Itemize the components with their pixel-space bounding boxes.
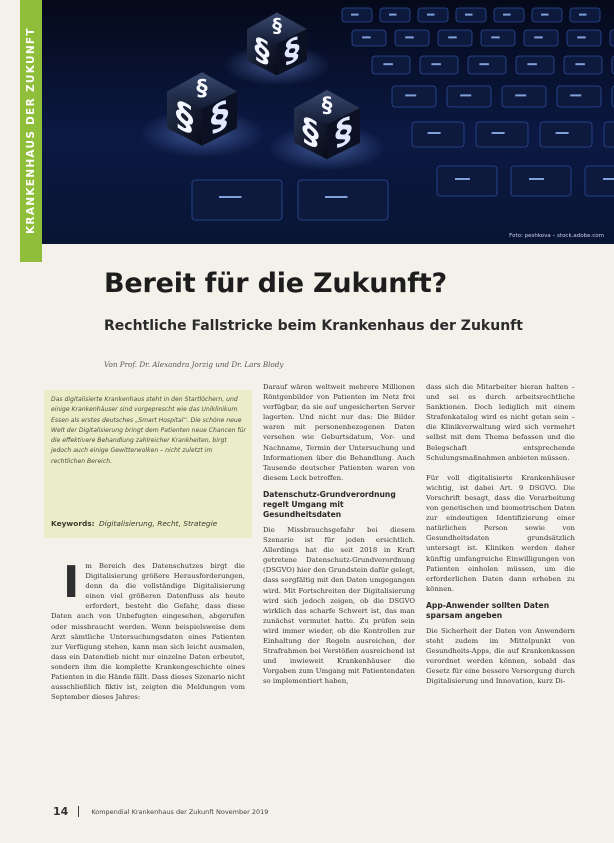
section-symbol: § [321, 92, 333, 118]
keyboard-key [437, 166, 497, 196]
key-glyph [515, 94, 526, 96]
paragraph-dice [139, 72, 265, 158]
keyboard-key [610, 30, 614, 46]
dice-group [139, 13, 386, 171]
key-glyph [577, 36, 586, 38]
paragraph-dice [223, 13, 331, 87]
keyboard-key [502, 86, 546, 107]
keywords [51, 519, 247, 528]
key-glyph [527, 63, 537, 65]
column-3-paragraph-1: dass sich die Mitarbeiter hieran halten – und sei es durch arbeitsrechtliche Sanktionen. Doch lediglich mit einem Strafenkatalog wird es nicht getan sein – die Klinikverwaltung wird sich vermehrt selbst mit dem Thema befassen und die Belegschaft entsprechende Schulungsmaßnahmen anbieten müssen. [426, 383, 575, 462]
image-credit: Foto: peshkova – stock.adobe.com [509, 233, 604, 239]
keyboard-key [540, 122, 592, 147]
column-1-text: m Bereich des Datenschutzes birgt die Digitalisierung größere Herausforderungen, denn da die vollständige Digitalisierung einen viel größeren Datenfluss als heute erfordert, besteht die Gefahr, dass diese Daten auch von Unbefugten eingesehen, abgerufen oder missbraucht werden. Wenn beispielsweise dem Arzt sämtliche Untersuchungsdaten eines Patienten zur Verfügung stehen, kann man sich leicht ausmalen, dass ein Datendieb nicht nur einzelne Daten erbeutet, sondern ihm die komplette Krankengeschichte eines Patienten in die Hände fällt. Dass dieses Szenario nicht ausschließlich fiktiv ist, zeigten die Meldungen vom September dieses Jahres: [51, 562, 246, 702]
key-glyph [427, 14, 435, 16]
keyboard-key [392, 86, 436, 107]
keyboard-dice-illustration [42, 0, 614, 244]
keyboard-key [192, 180, 282, 220]
key-glyph [492, 132, 505, 134]
article-title: Bereit für die Zukunft? [104, 268, 447, 299]
section-symbol: § [196, 75, 208, 102]
key-glyph [460, 94, 471, 96]
key-glyph [448, 36, 457, 38]
key-glyph [491, 36, 500, 38]
section-label: KRANKENHAUS DER ZUKUNFT [25, 27, 37, 235]
key-glyph [575, 63, 585, 65]
key-glyph [428, 132, 441, 134]
key-glyph [479, 63, 489, 65]
key-glyph [405, 94, 416, 96]
column-3 [426, 382, 575, 686]
key-glyph [579, 14, 587, 16]
section-symbol: § [302, 109, 319, 156]
abstract-text: Das digitalisierte Krankenhaus steht in den Startlöchern, und einige Krankenhäuser sind vorgeprescht wie das Uniklinikum Essen als erstes deutsches „Smart Hospital“. Die schöne neue Welt der Digitalisierung bringt dem Patienten neue Chancen für die effektivere Behandlung zahlreicher Krankheiten, birgt jedoch auch einige Gewitterwolken – nicht zuletzt im rechtlichen Bereich. [51, 396, 246, 465]
keyboard-key [447, 86, 491, 107]
keyboard-key [511, 166, 571, 196]
key-glyph [431, 63, 441, 65]
column-2-paragraph-1: Darauf wären weltweit mehrere Millionen Röntgenbilder von Patienten im Netz frei verfügbar, da sie auf ungesicherten Server lagerten. Und nicht nur das: Die Bilder waren mit personenbezogenen Daten versehen wie Geburtsdatum, Vor- und Nachname, Termin der Untersuchung und Informationen über die Behandlung. Auch Tausende deutscher Patienten waren von diesem Leck betroffen. [263, 383, 415, 482]
key-glyph [570, 94, 581, 96]
key-glyph [603, 178, 614, 180]
key-glyph [389, 14, 397, 16]
footer-divider [78, 806, 79, 817]
hero-image [42, 0, 614, 244]
section-symbol: § [210, 91, 229, 141]
keyboard-key [557, 86, 601, 107]
page-number: 14 [53, 805, 69, 818]
keyboard-key [298, 180, 388, 220]
key-glyph [465, 14, 473, 16]
column-1 [51, 557, 246, 702]
page-footer [53, 805, 268, 818]
section-heading-apps: App-Anwender sollten Daten sparsam angeben [426, 600, 550, 620]
keywords-label: Keywords: [51, 519, 95, 528]
section-symbol: § [254, 30, 270, 72]
key-glyph [219, 196, 242, 198]
article-subtitle: Rechtliche Fallstricke beim Krankenhaus der Zukunft [104, 318, 523, 334]
keyboard-key [585, 166, 614, 196]
column-3-paragraph-3: Die Sicherheit der Daten von Anwendern steht zudem im Mittelpunkt von Gesundheits-Apps, die auf Krankenkassen verordnet werden können, sobald das Gesetz für eine bessere Versorgung durch Digitalisierung und Innovation, kurz Di- [426, 626, 575, 686]
paragraph-dice [268, 90, 387, 171]
section-symbol: § [284, 30, 300, 72]
byline: Von Prof. Dr. Alexandra Jorzig und Dr. Lars Blody [104, 360, 284, 369]
column-2-paragraph-2: Die Missbrauchsgefahr bei diesem Szenario ist für jeden ersichtlich. Allerdings hat die seit 2018 in Kraft getretene Datenschutz-Grundverordnung (DSGVO) hier den Grundstein dafür gelegt, dass sorgfältig mit den Daten umgegangen wird. Mit Fortschreiten der Digitalisierung wird sich jedoch zeigen, ob die DSGVO wirklich das scharfe Schwert ist, das man zunächst vermutet hatte. Zu prüfen sein wird immer wieder, ob die Kontrollen zur Einhaltung der Regeln ausreichen, der Strafrahmen bei Verstößen ausreichend ist und inwieweit Krankenhäuser die Vorgaben zum Umgang mit Patientendaten so implementiert haben, [263, 525, 415, 686]
section-symbol: § [175, 91, 194, 141]
key-glyph [534, 36, 543, 38]
key-glyph [351, 14, 359, 16]
section-heading-dsgvo: Datenschutz-Grundverordnung regelt Umgang mit Gesundheitsdaten [263, 489, 396, 519]
dropcap: I [63, 557, 80, 608]
keyboard-key [604, 122, 614, 147]
key-glyph [541, 14, 549, 16]
keyboard-key [412, 122, 464, 147]
column-2 [263, 382, 415, 686]
key-glyph [529, 178, 544, 180]
section-symbol: § [272, 14, 282, 38]
column-3-paragraph-2: Für voll digitalisierte Krankenhäuser wichtig, ist dabei Art. 9 DSGVO. Die Vorschrift besagt, dass die Verarbeitung von genetischen und biometrischen Daten zur eindeutigen Identifizierung einer natürlichen Person sowie von Gesundheitsdaten grundsätzlich untersagt ist. Kliniken werden daher künftig umfangreiche Einwilligungen von Patienten einholen müssen, um die erforderlichen Daten dann erheben zu können. [426, 473, 575, 593]
key-glyph [405, 36, 414, 38]
key-glyph [556, 132, 569, 134]
key-glyph [455, 178, 470, 180]
key-glyph [503, 14, 511, 16]
key-glyph [383, 63, 393, 65]
keyboard-key [476, 122, 528, 147]
key-glyph [325, 196, 348, 198]
publication-name: Kompendial Krankenhaus der Zukunft November 2019 [91, 807, 269, 816]
section-symbol: § [335, 109, 352, 156]
keywords-value: Digitalisierung, Recht, Strategie [98, 519, 218, 528]
key-glyph [362, 36, 371, 38]
